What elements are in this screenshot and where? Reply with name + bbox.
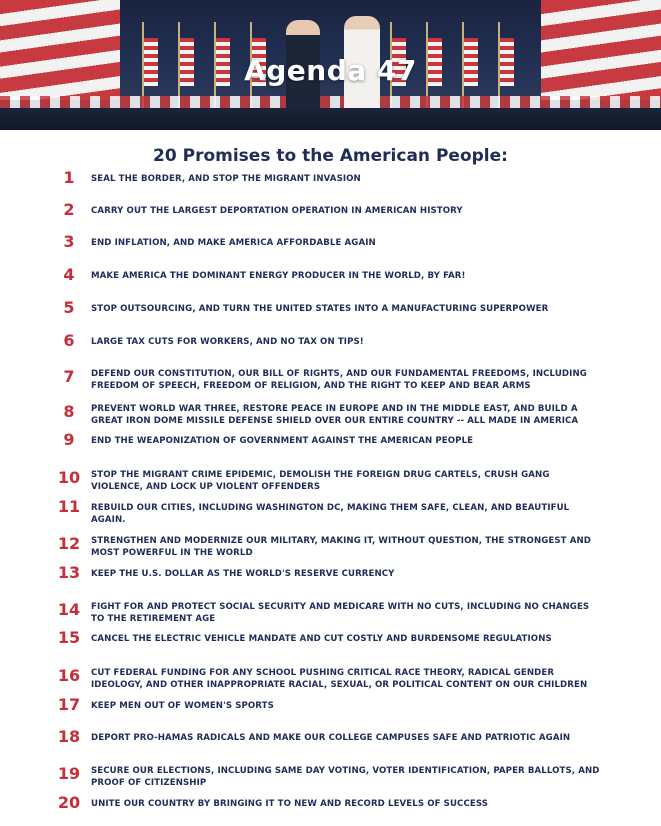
promise-item — [0, 365, 661, 391]
promise-number: 7 — [63, 367, 75, 386]
promise-text: LARGE TAX CUTS FOR WORKERS, AND NO TAX ON TIPS! — [91, 337, 364, 347]
promise-number: 4 — [63, 265, 75, 284]
promise-item — [0, 300, 661, 316]
header-banner-photo — [0, 0, 661, 130]
promise-number: 1 — [63, 168, 75, 187]
promise-number: 3 — [63, 232, 75, 251]
promise-item — [0, 202, 661, 218]
promise-item — [0, 267, 661, 283]
promise-text: FIGHT FOR AND PROTECT SOCIAL SECURITY AND MEDICARE WITH NO CUTS, INCLUDING NO CHANGES TO THE RETIREMENT AGE — [91, 602, 590, 624]
promise-item — [0, 729, 661, 745]
promise-number: 2 — [63, 200, 75, 219]
promise-text: END THE WEAPONIZATION OF GOVERNMENT AGAINST THE AMERICAN PEOPLE — [91, 436, 474, 446]
promise-number: 11 — [57, 497, 81, 516]
promise-number: 16 — [57, 666, 81, 685]
promise-text: CUT FEDERAL FUNDING FOR ANY SCHOOL PUSHING CRITICAL RACE THEORY, RADICAL GENDER IDEOLOGY, AND OTHER INAPPROPRIATE RACIAL, SEXUAL, OR POLITICAL CONTENT ON OUR CHILDREN — [91, 668, 588, 690]
promise-item — [0, 630, 661, 646]
promise-item — [0, 400, 661, 426]
honor-guard-row — [0, 108, 661, 130]
promise-number: 14 — [57, 600, 81, 619]
promise-number: 15 — [57, 628, 81, 647]
promise-text: DEFEND OUR CONSTITUTION, OUR BILL OF RIGHTS, AND OUR FUNDAMENTAL FREEDOMS, INCLUDING FREEDOM OF SPEECH, FREEDOM OF RELIGION, AND THE RIGHT TO KEEP AND BEAR ARMS — [91, 369, 587, 391]
promise-text: REBUILD OUR CITIES, INCLUDING WASHINGTON DC, MAKING THEM SAFE, CLEAN, AND BEAUTIFUL AGAIN. — [91, 503, 570, 525]
promise-item — [0, 466, 661, 492]
promise-item — [0, 432, 661, 448]
promise-text: DEPORT PRO-HAMAS RADICALS AND MAKE OUR COLLEGE CAMPUSES SAFE AND PATRIOTIC AGAIN — [91, 733, 571, 743]
promise-text: STOP OUTSOURCING, AND TURN THE UNITED STATES INTO A MANUFACTURING SUPERPOWER — [91, 304, 549, 314]
promise-number: 5 — [63, 298, 75, 317]
promise-number: 6 — [63, 331, 75, 350]
promise-text: END INFLATION, AND MAKE AMERICA AFFORDABLE AGAIN — [91, 238, 376, 248]
promise-number: 20 — [57, 793, 81, 812]
promises-heading: 20 Promises to the American People: — [153, 146, 508, 166]
promise-text: CANCEL THE ELECTRIC VEHICLE MANDATE AND CUT COSTLY AND BURDENSOME REGULATIONS — [91, 634, 552, 644]
promise-number: 17 — [57, 695, 81, 714]
promise-item — [0, 762, 661, 788]
promise-item — [0, 234, 661, 250]
promise-text: KEEP THE U.S. DOLLAR AS THE WORLD'S RESERVE CURRENCY — [91, 569, 395, 579]
promise-text: UNITE OUR COUNTRY BY BRINGING IT TO NEW AND RECORD LEVELS OF SUCCESS — [91, 799, 489, 809]
promise-number: 8 — [63, 402, 75, 421]
promise-number: 9 — [63, 430, 75, 449]
promise-item — [0, 497, 661, 525]
promise-text: STRENGTHEN AND MODERNIZE OUR MILITARY, MAKING IT, WITHOUT QUESTION, THE STRONGEST AND MOST POWERFUL IN THE WORLD — [91, 536, 591, 558]
promise-item — [0, 664, 661, 690]
promise-text: MAKE AMERICA THE DOMINANT ENERGY PRODUCER IN THE WORLD, BY FAR! — [91, 271, 466, 281]
promise-item — [0, 795, 661, 811]
promise-text: KEEP MEN OUT OF WOMEN'S SPORTS — [91, 701, 274, 711]
promise-item — [0, 532, 661, 558]
promise-item — [0, 598, 661, 624]
promise-number: 19 — [57, 764, 81, 783]
promise-item — [0, 170, 661, 186]
promise-item — [0, 333, 661, 349]
promise-text: SEAL THE BORDER, AND STOP THE MIGRANT INVASION — [91, 174, 361, 184]
promise-item — [0, 565, 661, 581]
promise-number: 18 — [57, 727, 81, 746]
promise-text: STOP THE MIGRANT CRIME EPIDEMIC, DEMOLISH THE FOREIGN DRUG CARTELS, CRUSH GANG VIOLENCE, AND LOCK UP VIOLENT OFFENDERS — [91, 470, 550, 492]
promise-number: 13 — [57, 563, 81, 582]
promise-number: 12 — [57, 534, 81, 553]
promise-number: 10 — [57, 468, 81, 487]
promise-item — [0, 697, 661, 713]
promise-text: SECURE OUR ELECTIONS, INCLUDING SAME DAY VOTING, VOTER IDENTIFICATION, PAPER BALLOTS, AND PROOF OF CITIZENSHIP — [91, 766, 600, 788]
agenda-title: Agenda 47 — [244, 54, 417, 87]
promise-text: CARRY OUT THE LARGEST DEPORTATION OPERATION IN AMERICAN HISTORY — [91, 206, 463, 216]
promise-text: PREVENT WORLD WAR THREE, RESTORE PEACE IN EUROPE AND IN THE MIDDLE EAST, AND BUILD A GREAT IRON DOME MISSILE DEFENSE SHIELD OVER OUR ENTIRE COUNTRY -- ALL MADE IN AMERICA — [91, 404, 579, 426]
